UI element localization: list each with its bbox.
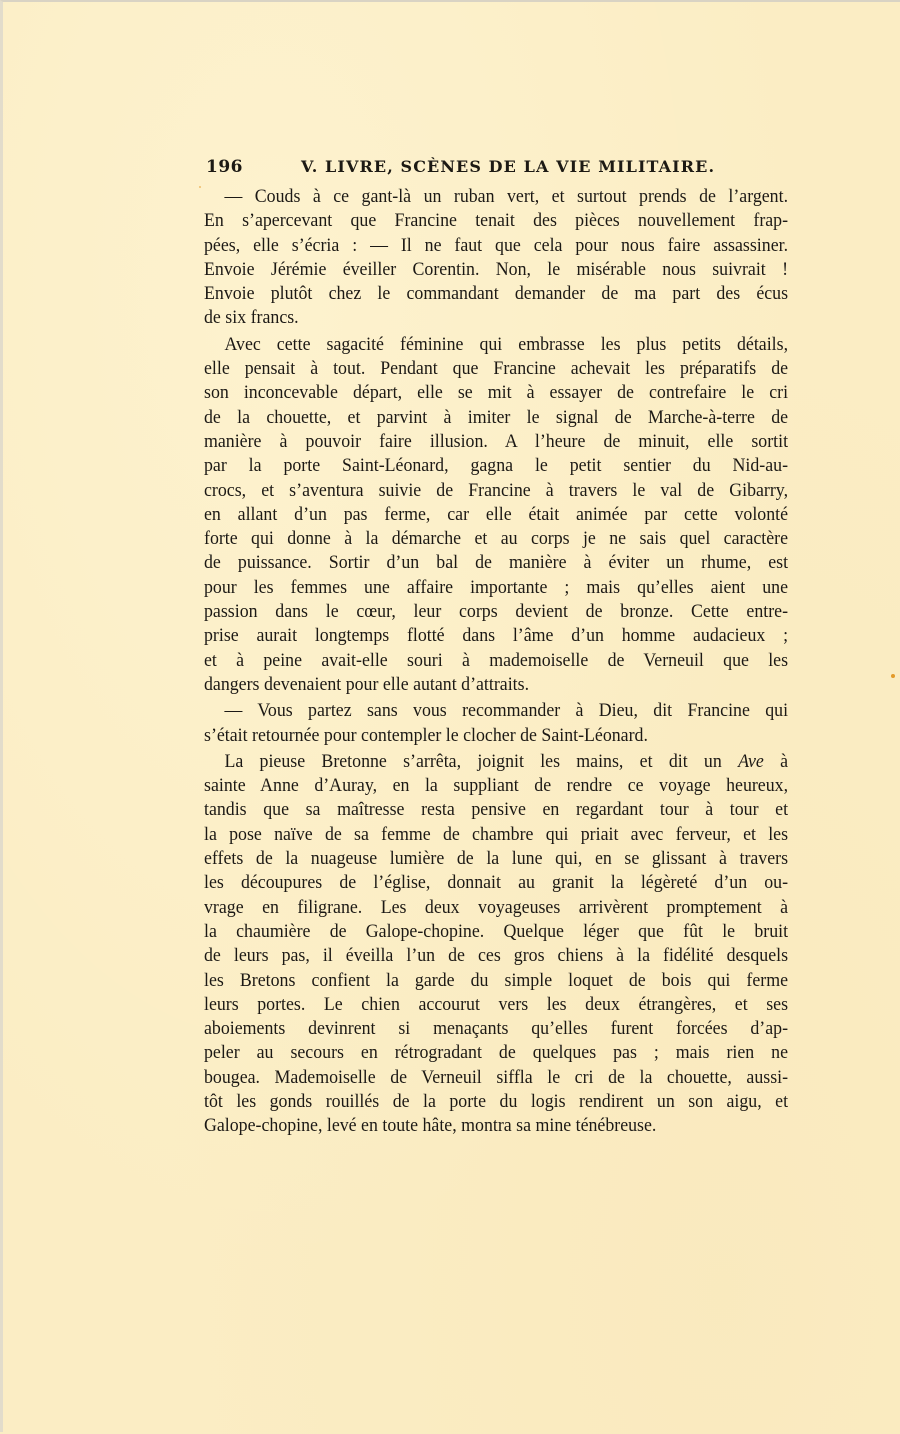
running-head bbox=[204, 157, 794, 181]
text-line: pour les femmes une affaire importante ; mais qu’elles aient une bbox=[204, 576, 789, 598]
text-line: tandis que sa maîtresse resta pensive en regardant tour à tour et bbox=[204, 799, 789, 821]
paper-speck bbox=[199, 186, 201, 188]
text-line: — Vous partez sans vous recommander à Dieu, dit Francine qui bbox=[224, 700, 789, 722]
text-line: bougea. Mademoiselle de Verneuil siffla le cri de la chouette, aussi- bbox=[204, 1066, 789, 1088]
text-line: aboiements devinrent si menaçants qu’elles furent forcées d’ap- bbox=[204, 1018, 789, 1040]
text-line: la chaumière de Galope-chopine. Quelque léger que fût le bruit bbox=[204, 920, 789, 942]
text-line: sainte Anne d’Auray, en la suppliant de rendre ce voyage heureux, bbox=[204, 775, 789, 797]
text-line: de la chouette, et parvint à imiter le signal de Marche-à-terre de bbox=[204, 406, 789, 428]
text-line: effets de la nuageuse lumière de la lune qui, en se glissant à travers bbox=[204, 848, 789, 870]
paragraph bbox=[204, 699, 788, 748]
text-line: passion dans le cœur, leur corps devient de bronze. Cette entre- bbox=[204, 601, 789, 623]
paragraph bbox=[204, 750, 788, 1139]
text-line: La pieuse Bretonne s’arrêta, joignit les mains, et dit un Ave à bbox=[224, 750, 789, 772]
text-line: les découpures de l’église, donnait au granit la légèreté d’un ou- bbox=[204, 872, 789, 894]
text-line: prise aurait longtemps flotté dans l’âme d’un homme audacieux ; bbox=[204, 625, 789, 647]
text-line: Avec cette sagacité féminine qui embrasse les plus petits détails, bbox=[224, 333, 789, 355]
text-line: s’était retournée pour contempler le clocher de Saint-Léonard. bbox=[204, 724, 648, 746]
text-line: elle pensait à tout. Pendant que Francine achevait les préparatifs de bbox=[204, 358, 789, 380]
text-line: crocs, et s’aventura suivie de Francine à travers le val de Gibarry, bbox=[204, 479, 789, 501]
text-line: — Couds à ce gant-là un ruban vert, et surtout prends de l’argent. bbox=[224, 186, 789, 207]
text-line: Envoie plutôt chez le commandant demander de ma part des écus bbox=[204, 283, 789, 305]
body-text bbox=[204, 185, 788, 1139]
text-line: pées, elle s’écria : — Il ne faut que cela pour nous faire assassiner. bbox=[204, 234, 789, 256]
page-number: 196 bbox=[206, 157, 243, 177]
text-line: forte qui donne à la démarche et au corps je ne sais quel caractère bbox=[204, 528, 789, 550]
text-line: et à peine avait-elle souri à mademoiselle de Verneuil que les bbox=[204, 649, 789, 671]
text-line: tôt les gonds rouillés de la porte du logis rendirent un son aigu, et bbox=[204, 1090, 789, 1112]
text-line: de leurs pas, il éveilla l’un de ces gros chiens à la fidélité desquels bbox=[204, 945, 789, 967]
text-line: Galope-chopine, levé en toute hâte, montra sa mine ténébreuse. bbox=[204, 1115, 657, 1137]
book-page bbox=[3, 2, 900, 1434]
paragraph bbox=[204, 333, 788, 697]
text-line: En s’apercevant que Francine tenait des pièces nouvellement frap- bbox=[204, 210, 789, 232]
paper-speck bbox=[891, 674, 895, 678]
text-line: de puissance. Sortir d’un bal de manière à éviter un rhume, est bbox=[204, 552, 789, 574]
text-line: Envoie Jérémie éveiller Corentin. Non, le misérable nous suivrait ! bbox=[204, 258, 789, 280]
text-line: leurs portes. Le chien accourut vers les deux étrangères, et ses bbox=[204, 993, 789, 1015]
text-line: de six francs. bbox=[204, 307, 299, 329]
text-line: les Bretons confient la garde du simple loquet de bois qui ferme bbox=[204, 969, 789, 991]
text-line: par la porte Saint-Léonard, gagna le petit sentier du Nid-au- bbox=[204, 455, 789, 477]
text-line: peler au secours en rétrogradant de quelques pas ; mais rien ne bbox=[204, 1042, 789, 1064]
text-line: son inconcevable départ, elle se mit à essayer de contrefaire le cri bbox=[204, 382, 789, 404]
paragraph bbox=[204, 185, 788, 331]
text-line: en allant d’un pas ferme, car elle était animée par cette volonté bbox=[204, 503, 789, 525]
text-line: dangers devenaient pour elle autant d’attraits. bbox=[204, 673, 530, 695]
text-line: la pose naïve de sa femme de chambre qui priait avec ferveur, et les bbox=[204, 823, 789, 845]
text-line: manière à pouvoir faire illusion. A l’heure de minuit, elle sortit bbox=[204, 430, 789, 452]
text-line: vrage en filigrane. Les deux voyageuses arrivèrent promptement à bbox=[204, 896, 789, 918]
italic-word: Ave bbox=[738, 750, 764, 772]
running-title: V. LIVRE, SCÈNES DE LA VIE MILITAIRE. bbox=[301, 157, 716, 176]
